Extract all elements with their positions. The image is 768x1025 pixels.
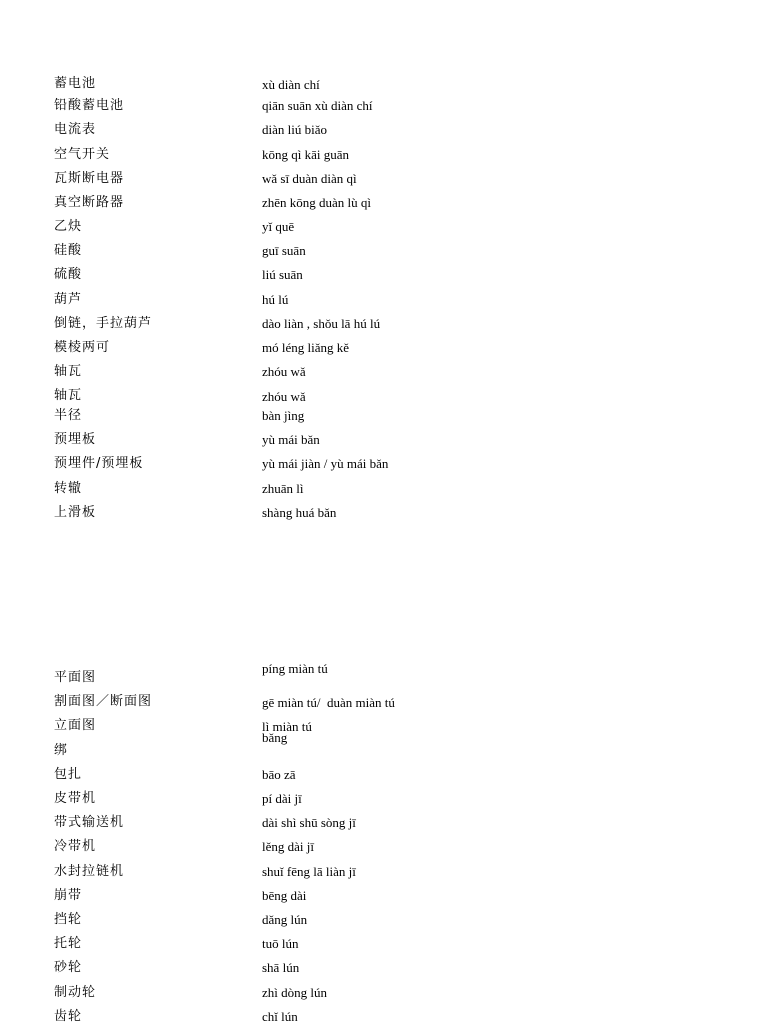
chinese-term: 皮带机 <box>54 791 97 806</box>
pinyin-term: dǎng lún <box>262 912 308 927</box>
pinyin-term: pí dài jī <box>262 791 302 806</box>
pinyin-term: dào liàn , shǒu lā hú lú <box>262 316 381 331</box>
pinyin-term: mó léng liǎng kě <box>262 340 350 355</box>
chinese-term: 上滑板 <box>54 505 97 520</box>
chinese-term: 倒链，手拉葫芦 <box>54 316 153 331</box>
chinese-term: 水封拉链机 <box>54 864 125 879</box>
chinese-term: 半径 <box>54 408 83 423</box>
pinyin-term: liú suān <box>262 267 303 282</box>
chinese-term: 瓦斯断电器 <box>54 171 125 186</box>
chinese-term: 割面图／断面图 <box>54 694 153 709</box>
pinyin-term: zhóu wǎ <box>262 389 306 404</box>
chinese-term: 轴瓦 <box>54 388 83 403</box>
chinese-term: 转辙 <box>54 481 83 496</box>
pinyin-term: hú lú <box>262 292 289 307</box>
pinyin-term: xù diàn chí <box>262 77 320 92</box>
chinese-term: 硫酸 <box>54 267 83 282</box>
pinyin-term: lěng dài jī <box>262 839 314 854</box>
pinyin-term: kōng qì kāi guān <box>262 147 350 162</box>
chinese-term: 砂轮 <box>54 960 83 975</box>
pinyin-term: chǐ lún <box>262 1009 298 1024</box>
chinese-term: 葫芦 <box>54 292 83 307</box>
pinyin-term: diàn liú biǎo <box>262 122 327 137</box>
pinyin-term: tuō lún <box>262 936 299 951</box>
pinyin-term: lì miàn tú <box>262 719 312 734</box>
pinyin-term: bāo zā <box>262 767 296 782</box>
pinyin-term: yù mái jiàn / yù mái bǎn <box>262 456 389 471</box>
chinese-term: 空气开关 <box>54 147 111 162</box>
chinese-term: 真空断路器 <box>54 195 125 210</box>
chinese-term: 乙炔 <box>54 219 83 234</box>
chinese-term: 托轮 <box>54 936 83 951</box>
pinyin-term: zhóu wǎ <box>262 364 306 379</box>
chinese-term: 平面图 <box>54 670 97 685</box>
pinyin-term: shuǐ fēng lā liàn jī <box>262 864 356 879</box>
chinese-term: 崩带 <box>54 888 83 903</box>
pinyin-term: bǎng <box>262 730 288 745</box>
chinese-term: 硅酸 <box>54 243 83 258</box>
chinese-term: 包扎 <box>54 767 83 782</box>
pinyin-term: zhēn kōng duàn lù qì <box>262 195 372 210</box>
chinese-term: 电流表 <box>54 122 97 137</box>
pinyin-term: dài shì shū sòng jī <box>262 815 356 830</box>
pinyin-term: shā lún <box>262 960 300 975</box>
chinese-term: 绑 <box>54 743 69 758</box>
pinyin-term: gē miàn tú/ duàn miàn tú <box>262 695 395 710</box>
chinese-term: 预埋件/预埋板 <box>54 456 144 471</box>
pinyin-term: zhuān lì <box>262 481 304 496</box>
pinyin-term: qiān suān xù diàn chí <box>262 98 373 113</box>
pinyin-term: guī suān <box>262 243 306 258</box>
chinese-term: 制动轮 <box>54 985 97 1000</box>
pinyin-term: bēng dài <box>262 888 307 903</box>
chinese-term: 轴瓦 <box>54 364 83 379</box>
chinese-term: 模棱两可 <box>54 340 111 355</box>
pinyin-term: bàn jìng <box>262 408 305 423</box>
pinyin-term: shàng huá bǎn <box>262 505 337 520</box>
chinese-term: 蓄电池 <box>54 76 97 91</box>
pinyin-term: zhì dòng lún <box>262 985 327 1000</box>
chinese-term: 齿轮 <box>54 1009 83 1024</box>
chinese-term: 立面图 <box>54 718 97 733</box>
pinyin-term: wǎ sī duàn diàn qì <box>262 171 357 186</box>
chinese-term: 预埋板 <box>54 432 97 447</box>
pinyin-term: yù mái bǎn <box>262 432 320 447</box>
chinese-term: 铅酸蓄电池 <box>54 98 125 113</box>
pinyin-term: píng miàn tú <box>262 661 328 676</box>
chinese-term: 挡轮 <box>54 912 83 927</box>
chinese-term: 带式输送机 <box>54 815 125 830</box>
chinese-term: 冷带机 <box>54 839 97 854</box>
pinyin-term: yǐ quē <box>262 219 295 234</box>
